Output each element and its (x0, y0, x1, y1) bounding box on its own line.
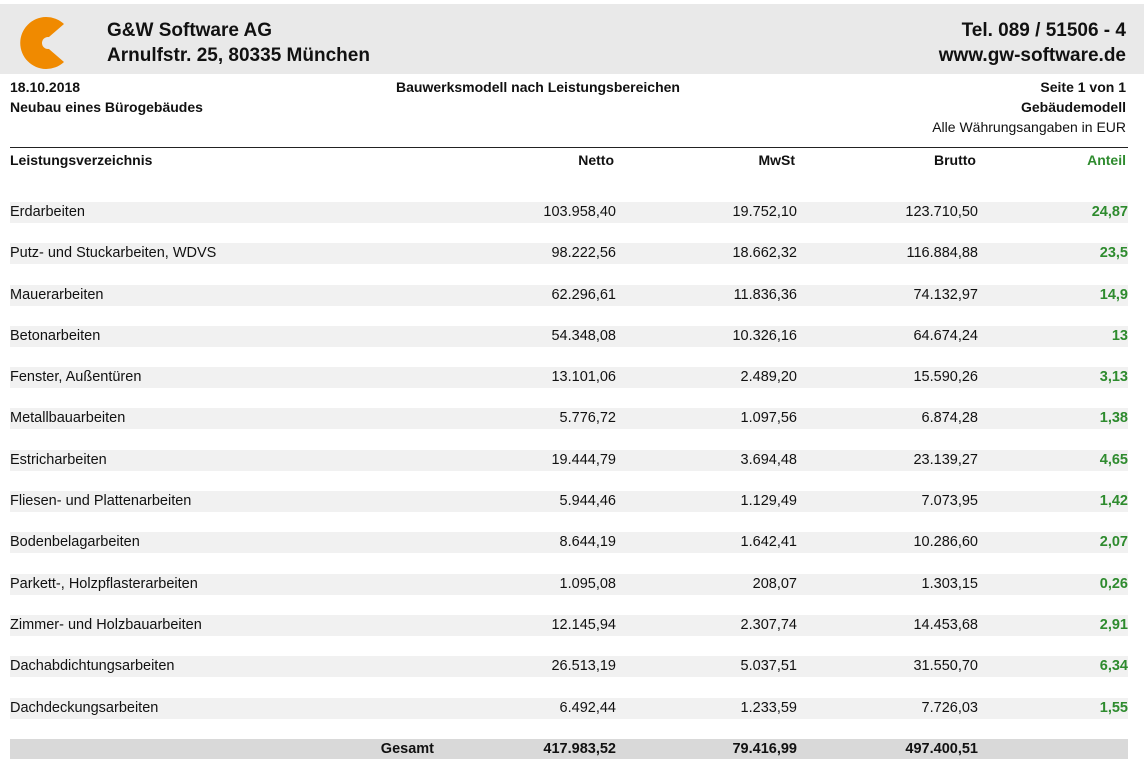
table-row (10, 448, 1128, 489)
total-row (10, 739, 1128, 759)
row-brutto: 15.590,26 (913, 369, 978, 386)
row-anteil: 1,42 (1099, 493, 1128, 510)
table-row (10, 572, 1128, 613)
row-anteil: 0,26 (1099, 575, 1128, 592)
row-netto: 1.095,08 (559, 575, 616, 592)
row-name: Fliesen- und Plattenarbeiten (10, 493, 192, 510)
row-netto: 12.145,94 (551, 616, 616, 633)
header-divider (10, 147, 1128, 148)
company-name: G&W Software AG (107, 20, 273, 41)
table-row (10, 200, 1128, 241)
row-mwst: 2.307,74 (740, 616, 797, 633)
row-name: Mauerarbeiten (10, 286, 104, 303)
row-name: Bodenbelagarbeiten (10, 534, 140, 551)
row-brutto: 7.726,03 (921, 699, 978, 716)
company-phone: Tel. 089 / 51506 - 4 (961, 20, 1126, 41)
table-row (10, 654, 1128, 695)
row-netto: 54.348,08 (551, 327, 616, 344)
row-name: Zimmer- und Holzbauarbeiten (10, 616, 202, 633)
row-netto: 26.513,19 (551, 658, 616, 675)
total-mwst: 79.416,99 (732, 741, 797, 757)
row-netto: 5.944,46 (559, 493, 616, 510)
row-anteil: 13 (1111, 327, 1128, 344)
row-name: Betonarbeiten (10, 327, 101, 344)
row-netto: 13.101,06 (551, 369, 616, 386)
column-header-name: Leistungsverzeichnis (10, 152, 153, 168)
company-website: www.gw-software.de (938, 45, 1126, 66)
row-anteil: 4,65 (1099, 451, 1128, 468)
row-anteil: 24,87 (1091, 204, 1128, 220)
table-row (10, 406, 1128, 447)
total-brutto: 497.400,51 (905, 741, 978, 757)
table-row (10, 530, 1128, 571)
table-row (10, 365, 1128, 406)
row-netto: 19.444,79 (551, 451, 616, 468)
table-row (10, 489, 1128, 530)
page-indicator: Seite 1 von 1 (1040, 79, 1126, 95)
row-mwst: 19.752,10 (732, 204, 797, 220)
row-brutto: 10.286,60 (913, 534, 978, 551)
row-name: Putz- und Stuckarbeiten, WDVS (10, 245, 217, 262)
row-name: Dachdeckungsarbeiten (10, 699, 159, 716)
report-title: Bauwerksmodell nach Leistungsbereichen (396, 79, 680, 95)
total-label: Gesamt (380, 741, 434, 757)
row-netto: 8.644,19 (559, 534, 616, 551)
row-brutto: 1.303,15 (921, 575, 978, 592)
row-mwst: 5.037,51 (740, 658, 797, 675)
row-anteil: 14,9 (1099, 286, 1128, 303)
table-row (10, 283, 1128, 324)
company-logo-icon (14, 12, 70, 74)
row-mwst: 1.097,56 (740, 410, 797, 427)
row-brutto: 64.674,24 (913, 327, 978, 344)
column-header-netto: Netto (578, 152, 614, 168)
report-meta-left (10, 77, 203, 117)
row-mwst: 2.489,20 (740, 369, 797, 386)
table-body (10, 200, 1128, 737)
row-anteil: 2,07 (1099, 534, 1128, 551)
table-row (10, 613, 1128, 654)
row-brutto: 7.073,95 (921, 493, 978, 510)
row-name: Fenster, Außentüren (10, 369, 142, 386)
row-mwst: 10.326,16 (732, 327, 797, 344)
currency-note: Alle Währungsangaben in EUR (932, 119, 1126, 135)
row-anteil: 1,38 (1099, 410, 1128, 427)
row-brutto: 31.550,70 (913, 658, 978, 675)
contact-block (939, 18, 1126, 68)
row-mwst: 18.662,32 (732, 245, 797, 262)
row-netto: 62.296,61 (551, 286, 616, 303)
total-netto: 417.983,52 (543, 741, 616, 757)
table-row (10, 696, 1128, 737)
table-row (10, 324, 1128, 365)
row-anteil: 3,13 (1099, 369, 1128, 386)
column-header-anteil: Anteil (1087, 152, 1126, 168)
row-mwst: 11.836,36 (733, 286, 797, 303)
model-name: Gebäudemodell (1020, 99, 1126, 115)
row-name: Erdarbeiten (10, 204, 85, 220)
company-block (107, 18, 370, 68)
row-mwst: 208,07 (752, 575, 797, 592)
row-netto: 6.492,44 (559, 699, 616, 716)
row-anteil: 23,5 (1099, 245, 1128, 262)
company-address: Arnulfstr. 25, 80335 München (107, 45, 370, 66)
project-name: Neubau eines Bürogebäudes (10, 99, 203, 115)
table-row (10, 241, 1128, 282)
report-header (0, 4, 1144, 74)
column-header-mwst: MwSt (758, 152, 795, 168)
row-anteil: 2,91 (1099, 616, 1128, 633)
row-brutto: 116.884,88 (906, 245, 978, 262)
report-meta-right (932, 77, 1126, 137)
column-header-brutto: Brutto (934, 152, 976, 168)
row-name: Dachabdichtungsarbeiten (10, 658, 175, 675)
row-anteil: 1,55 (1099, 699, 1128, 716)
row-brutto: 74.132,97 (913, 286, 978, 303)
row-name: Metallbauarbeiten (10, 410, 126, 427)
row-brutto: 14.453,68 (913, 616, 978, 633)
row-netto: 103.958,40 (543, 204, 616, 220)
row-brutto: 6.874,28 (921, 410, 978, 427)
report-date: 18.10.2018 (10, 79, 81, 95)
row-mwst: 1.642,41 (740, 534, 797, 551)
row-brutto: 123.710,50 (905, 204, 978, 220)
row-netto: 98.222,56 (551, 245, 616, 262)
row-brutto: 23.139,27 (913, 451, 978, 468)
row-netto: 5.776,72 (559, 410, 616, 427)
row-name: Parkett-, Holzpflasterarbeiten (10, 575, 198, 592)
row-anteil: 6,34 (1099, 658, 1128, 675)
row-mwst: 1.233,59 (740, 699, 797, 716)
row-mwst: 1.129,49 (740, 493, 797, 510)
row-name: Estricharbeiten (10, 451, 107, 468)
row-mwst: 3.694,48 (740, 451, 797, 468)
